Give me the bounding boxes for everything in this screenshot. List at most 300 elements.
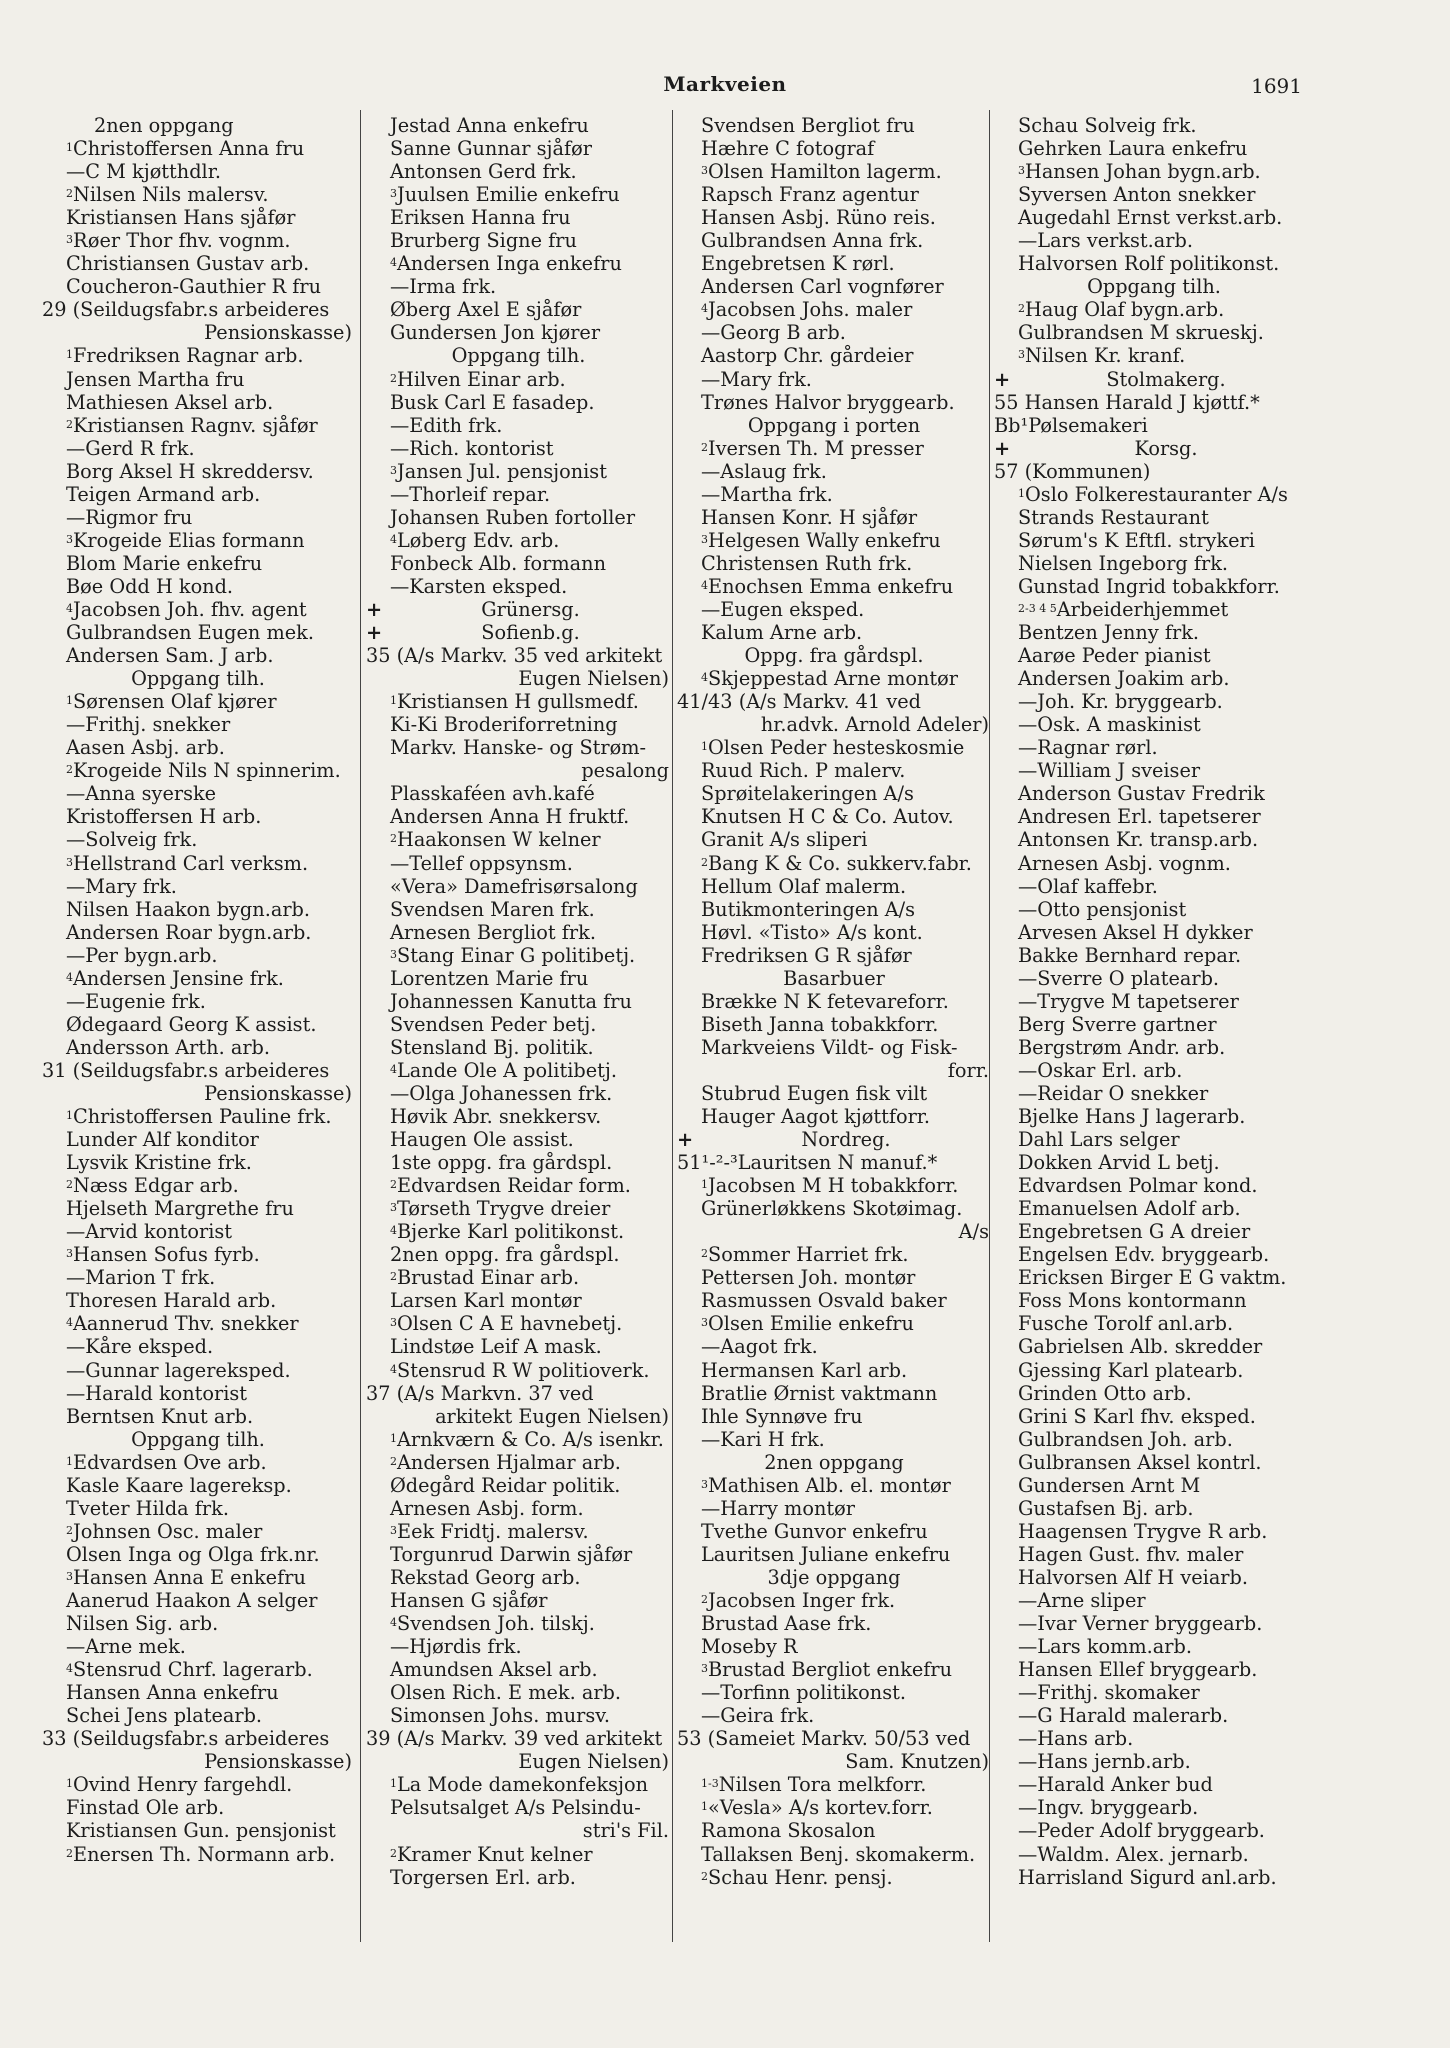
entry-text: Edvardsen Polmar kond. — [1018, 1174, 1258, 1198]
entry-text: Markveiens Vildt- og Fisk- — [701, 1035, 958, 1059]
entry-text: Kalum Arne arb. — [701, 621, 863, 645]
directory-entry — [994, 1220, 1314, 1243]
entry-text: Bakke Bernhard repar. — [1018, 943, 1242, 967]
directory-entry — [42, 1819, 354, 1842]
directory-entry — [366, 321, 671, 344]
entry-text: Fredriksen Ragnar arb. — [73, 344, 304, 368]
directory-entry — [42, 1750, 354, 1773]
entry-text: Grünerløkkens Skotøimag. — [701, 1197, 963, 1221]
directory-entry — [366, 229, 671, 252]
entry-text: Emanuelsen Adolf arb. — [1018, 1197, 1241, 1221]
directory-entry — [677, 483, 991, 506]
directory-entry — [994, 667, 1314, 690]
floor-marker: 2 — [66, 1846, 73, 1860]
entry-text: Bjelke Hans J lagerarb. — [1018, 1105, 1246, 1129]
entry-text: Hellstrand Carl verksm. — [73, 851, 309, 875]
entry-text: Simonsen Johs. mursv. — [390, 1704, 610, 1728]
cross-street — [366, 621, 671, 644]
directory-entry — [42, 1335, 354, 1358]
directory-entry — [677, 805, 991, 828]
entry-text: Olsen Inga og Olga frk.nr. — [66, 1542, 320, 1566]
page-number: 1691 — [1251, 74, 1302, 98]
directory-entry — [366, 1059, 671, 1082]
directory-entry — [366, 1497, 671, 1520]
directory-entry — [366, 1589, 671, 1612]
entry-text: —Rigmor fru — [66, 505, 193, 529]
directory-entry — [42, 206, 354, 229]
column-rule — [360, 110, 361, 1942]
entry-text: Gulbrandsen M skrueskj. — [1018, 321, 1264, 345]
entry-text: Arnesen Bergliot frk. — [390, 920, 596, 944]
floor-marker: 4 — [390, 1616, 397, 1630]
address-heading — [42, 298, 354, 321]
directory-entry — [994, 898, 1314, 921]
directory-entry — [42, 114, 354, 137]
entry-text: Øberg Axel E sjåfør — [390, 298, 582, 322]
entry-text: forr. — [947, 1058, 989, 1082]
entry-text: Eugen Nielsen) — [518, 667, 669, 691]
floor-marker: 4 — [66, 1662, 73, 1676]
entry-text: Oppgang tilh. — [131, 667, 265, 691]
entry-text: Bang K & Co. sukkerv.fabr. — [708, 851, 972, 875]
directory-entry — [994, 1566, 1314, 1589]
directory-entry — [994, 298, 1314, 321]
directory-entry — [677, 1681, 991, 1704]
entry-text: Hermansen Karl arb. — [701, 1358, 908, 1382]
directory-entry — [366, 852, 671, 875]
directory-entry — [677, 252, 991, 275]
directory-entry — [677, 1704, 991, 1727]
directory-entry — [366, 1174, 671, 1197]
entry-text: Nielsen Ingeborg frk. — [1018, 551, 1229, 575]
directory-entry — [42, 1658, 354, 1681]
entry-text: Gunstad Ingrid tobakkforr. — [1018, 574, 1280, 598]
entry-text: Foss Mons kontormann — [1018, 1289, 1247, 1313]
entry-text: —Hans jernb.arb. — [1018, 1750, 1191, 1774]
entry-text: Arnkværn & Co. A/s isenkr. — [397, 1427, 664, 1451]
entry-text: —Aagot frk. — [701, 1335, 818, 1359]
floor-marker: 4 — [390, 256, 397, 270]
address-heading — [677, 690, 991, 713]
directory-entry — [366, 137, 671, 160]
entry-text: —Kari H frk. — [701, 1427, 825, 1451]
entry-text: Pensionskasse) — [204, 321, 352, 345]
directory-entry — [366, 944, 671, 967]
entry-text: —Olaf kaffebr. — [1018, 874, 1158, 898]
directory-entry — [366, 1151, 671, 1174]
directory-entry — [994, 1612, 1314, 1635]
directory-entry — [42, 275, 354, 298]
directory-entry — [677, 1013, 991, 1036]
entry-text: Granit A/s sliperi — [701, 828, 868, 852]
column-rule — [672, 110, 673, 1942]
cross-icon: + — [366, 621, 383, 645]
entry-text: Dahl Lars selger — [1018, 1128, 1180, 1152]
cross-street-name: Sofienb.g. — [481, 621, 580, 645]
directory-entry — [677, 875, 991, 898]
entry-text: «Vera» Damefrisørsalong — [390, 874, 638, 898]
entry-text: Berntsen Knut arb. — [66, 1404, 254, 1428]
entry-text: —Harry montør — [701, 1496, 855, 1520]
entry-text: —William J sveiser — [1018, 759, 1201, 783]
floor-marker: 1 — [701, 740, 708, 754]
directory-entry — [994, 1128, 1314, 1151]
directory-entry — [994, 1174, 1314, 1197]
entry-text: —Hans arb. — [1018, 1727, 1134, 1751]
floor-marker: 3 — [390, 947, 397, 961]
entry-text: Jacobsen M H tobakkforr. — [708, 1174, 959, 1198]
cross-street — [994, 437, 1314, 460]
entry-text: Oslo Folkerestauranter A/s — [1025, 482, 1288, 506]
entry-text: Johannessen Kanutta fru — [390, 989, 632, 1013]
directory-entry — [677, 1819, 991, 1842]
directory-entry — [994, 644, 1314, 667]
entry-text: Hellum Olaf malerm. — [701, 874, 907, 898]
directory-entry — [366, 114, 671, 137]
directory-entry — [42, 944, 354, 967]
directory-entry — [677, 782, 991, 805]
entry-text: —Gunnar lagereksped. — [66, 1358, 291, 1382]
entry-text: —Frithj. skomaker — [1018, 1681, 1200, 1705]
entry-text: Andersen Sam. J arb. — [66, 644, 274, 668]
entry-text: arkitekt Eugen Nielsen) — [435, 1404, 669, 1428]
directory-entry — [677, 667, 991, 690]
directory-entry — [366, 667, 671, 690]
entry-text: Nilsen Nils malersv. — [73, 183, 269, 207]
entry-text: Andersen Anna H fruktf. — [390, 805, 630, 829]
entry-text: Gabrielsen Alb. skredder — [1018, 1335, 1263, 1359]
directory-entry — [994, 852, 1314, 875]
entry-text: Andersson Arth. arb. — [66, 1035, 271, 1059]
directory-entry — [42, 183, 354, 206]
directory-entry — [677, 1773, 991, 1796]
floor-marker: 2 — [701, 1593, 708, 1606]
directory-entry — [366, 1681, 671, 1704]
directory-entry — [677, 298, 991, 321]
entry-text: Hjelseth Margrethe fru — [66, 1197, 294, 1221]
directory-entry — [677, 1405, 991, 1428]
entry-text: Hilven Einar arb. — [397, 367, 566, 391]
directory-entry — [677, 1635, 991, 1658]
entry-text: Anderson Gustav Fredrik — [1018, 782, 1265, 806]
entry-text: —G Harald malerarb. — [1018, 1704, 1229, 1728]
directory-entry — [994, 506, 1314, 529]
entry-text: Basarbuer — [783, 966, 885, 990]
entry-text: Fonbeck Alb. formann — [390, 551, 606, 575]
directory-entry — [994, 598, 1314, 621]
entry-text: Teigen Armand arb. — [66, 482, 261, 506]
entry-text: —Lars komm.arb. — [1018, 1635, 1192, 1659]
directory-entry — [42, 575, 354, 598]
directory-entry — [42, 1151, 354, 1174]
entry-text: —Rich. kontorist — [390, 436, 554, 460]
entry-text: Busk Carl E fasadep. — [390, 390, 595, 414]
entry-text: Ruud Rich. P malerv. — [701, 759, 906, 783]
entry-text: Brurberg Signe fru — [390, 229, 577, 253]
directory-entry — [677, 1174, 991, 1197]
entry-text: Thoresen Harald arb. — [66, 1289, 277, 1313]
entry-text: Oppgang tilh. — [131, 1427, 265, 1451]
entry-text: Torgersen Erl. arb. — [390, 1865, 576, 1889]
address-heading — [994, 391, 1314, 414]
entry-text: Kristiansen H gullsmedf. — [397, 690, 639, 714]
entry-text: Høvl. «Tisto» A/s kont. — [701, 920, 923, 944]
entry-text: 57 (Kommunen) — [994, 459, 1151, 483]
floor-marker: 4 — [701, 671, 708, 685]
entry-text: —Karsten eksped. — [390, 574, 568, 598]
entry-text: Trønes Halvor bryggearb. — [701, 390, 955, 414]
directory-entry — [366, 414, 671, 437]
directory-entry — [366, 1335, 671, 1358]
directory-entry — [366, 1612, 671, 1635]
entry-text: Aanerud Haakon A selger — [66, 1589, 318, 1612]
floor-marker: 2 — [66, 763, 73, 777]
entrance-heading — [677, 1451, 991, 1474]
directory-entry — [994, 990, 1314, 1013]
directory-entry — [994, 1681, 1314, 1704]
directory-entry — [366, 1197, 671, 1220]
directory-entry — [366, 437, 671, 460]
directory-entry — [994, 1059, 1314, 1082]
directory-entry — [366, 1866, 671, 1889]
entry-text: Gulbrandsen Joh. arb. — [1018, 1427, 1233, 1451]
entry-text: Hæhre C fotograf — [701, 137, 875, 161]
floor-marker: 2 — [390, 1178, 397, 1192]
directory-entry — [677, 1658, 991, 1681]
entry-text: 39 (A/s Markv. 39 ved arkitekt — [366, 1727, 663, 1751]
entry-text: —Martha frk. — [701, 482, 833, 506]
directory-entry — [42, 713, 354, 736]
directory-entry — [42, 1405, 354, 1428]
directory-entry — [366, 1220, 671, 1243]
entry-text: Mathisen Alb. el. montør — [708, 1473, 951, 1497]
entry-text: «Vesla» A/s kortev.forr. — [708, 1796, 933, 1820]
entry-text: Sommer Harriet frk. — [708, 1243, 909, 1267]
directory-entry — [994, 1105, 1314, 1128]
entry-text: Bøe Odd H kond. — [66, 574, 234, 598]
directory-entry — [366, 252, 671, 275]
directory-entry — [677, 368, 991, 391]
cross-street — [994, 368, 1314, 391]
directory-entry — [677, 1474, 991, 1497]
directory-entry — [366, 1750, 671, 1773]
entry-text: Ødegaard Georg K assist. — [66, 1012, 317, 1036]
directory-entry — [366, 967, 671, 990]
directory-entry — [42, 1220, 354, 1243]
directory-entry — [42, 990, 354, 1013]
entry-text: Kristoffersen H arb. — [66, 805, 262, 829]
directory-entry — [677, 1243, 991, 1266]
entry-text: Sam. Knutzen) — [845, 1750, 989, 1774]
directory-entry — [42, 1520, 354, 1543]
entry-text: Olsen Rich. E mek. arb. — [390, 1681, 622, 1705]
directory-entry — [677, 529, 991, 552]
entry-text: —Anna syerske — [66, 782, 217, 806]
entry-text: 2nen oppg. fra gårdspl. — [390, 1243, 620, 1267]
floor-marker: 2 — [701, 1247, 708, 1261]
entry-text: Johnsen Osc. maler — [73, 1519, 263, 1543]
directory-entry — [366, 990, 671, 1013]
entry-text: Juulsen Emilie enkefru — [397, 183, 620, 207]
entry-text: Hansen Anna enkefru — [66, 1681, 279, 1705]
directory-entry — [677, 713, 991, 736]
entry-text: Stensrud Chrf. lagerarb. — [73, 1658, 313, 1682]
cross-street-name: Nordreg. — [801, 1128, 891, 1152]
entry-text: Hagen Gust. fhv. maler — [1018, 1542, 1244, 1566]
directory-entry — [677, 1543, 991, 1566]
entry-text: Ovind Henry fargehdl. — [73, 1773, 293, 1797]
directory-entry — [677, 1796, 991, 1819]
directory-entry — [42, 1704, 354, 1727]
directory-entry — [677, 1266, 991, 1289]
directory-entry — [677, 1335, 991, 1358]
directory-entry — [366, 1635, 671, 1658]
directory-entry — [366, 713, 671, 736]
entry-text: —Waldm. Alex. jernarb. — [1018, 1842, 1249, 1866]
directory-entry — [366, 206, 671, 229]
floor-marker: 1 — [66, 141, 73, 155]
directory-entry — [994, 828, 1314, 851]
entry-text: —Ingv. bryggearb. — [1018, 1796, 1199, 1820]
entry-text: —Eugen eksped. — [701, 597, 865, 621]
entry-text: Jansen Jul. pensjonist — [397, 459, 607, 483]
directory-entry — [366, 828, 671, 851]
entry-text: Oppgang tilh. — [451, 344, 586, 368]
entry-text: —Marion T frk. — [66, 1266, 216, 1290]
floor-marker: 1 — [701, 1800, 708, 1814]
entry-text: Pelsutsalget A/s Pelsindu- — [390, 1796, 641, 1820]
directory-entry — [677, 759, 991, 782]
entry-text: Schau Solveig frk. — [1018, 114, 1197, 137]
directory-entry — [42, 229, 354, 252]
directory-entry — [677, 1866, 991, 1889]
entry-text: 35 (A/s Markv. 35 ved arkitekt — [366, 644, 663, 668]
entry-text: 37 (A/s Markvn. 37 ved — [366, 1381, 594, 1405]
cross-street-name: Stolmakerg. — [1106, 367, 1226, 391]
address-heading — [42, 1059, 354, 1082]
directory-entry — [366, 1520, 671, 1543]
directory-entry — [994, 1243, 1314, 1266]
directory-entry — [994, 1589, 1314, 1612]
entry-text: —Eugenie frk. — [66, 989, 206, 1013]
entry-text: Andersen Carl vognfører — [701, 275, 944, 299]
entry-text: Lunder Alf konditor — [66, 1128, 259, 1152]
floor-marker: 2 — [390, 832, 397, 846]
directory-entry — [42, 782, 354, 805]
entry-text: Christiansen Gustav arb. — [66, 252, 310, 276]
entry-text: Ramona Skosalon — [701, 1819, 876, 1843]
entry-text: Olsen Hamilton lagerm. — [708, 160, 942, 184]
directory-entry — [677, 114, 991, 137]
entry-text: Engebretsen G A dreier — [1018, 1220, 1251, 1244]
entry-text: —Peder Adolf bryggearb. — [1018, 1819, 1265, 1843]
entry-text: Hauger Aagot kjøttforr. — [701, 1105, 931, 1129]
entry-text: Andersen Inga enkefru — [397, 252, 622, 276]
directory-entry — [994, 1382, 1314, 1405]
directory-entry — [677, 898, 991, 921]
floor-marker: 3 — [66, 532, 73, 546]
directory-entry — [42, 344, 354, 367]
entry-text: Markv. Hanske- og Strøm- — [390, 736, 647, 760]
directory-entry — [994, 1405, 1314, 1428]
directory-entry — [677, 921, 991, 944]
entry-text: —Oskar Erl. arb. — [1018, 1058, 1183, 1082]
directory-entry — [994, 1289, 1314, 1312]
directory-entry — [677, 1220, 991, 1243]
entry-text: —Solveig frk. — [66, 828, 198, 852]
directory-entry — [366, 1036, 671, 1059]
directory-entry — [677, 621, 991, 644]
directory-entry — [42, 1497, 354, 1520]
directory-entry — [366, 483, 671, 506]
directory-entry — [366, 1359, 671, 1382]
entry-text: —Reidar O snekker — [1018, 1081, 1209, 1105]
directory-entry — [677, 321, 991, 344]
entry-text: Brustad Aase frk. — [701, 1612, 872, 1636]
directory-entry — [677, 990, 991, 1013]
entry-text: Ericksen Birger E G vaktm. — [1018, 1266, 1287, 1290]
floor-marker: 2 — [1018, 302, 1025, 316]
entry-text: Brustad Einar arb. — [397, 1266, 580, 1290]
entry-text: Borg Aksel H skreddersv. — [66, 459, 314, 483]
floor-marker: 2 — [390, 371, 397, 385]
floor-marker: 2 — [66, 187, 73, 201]
entry-text: Christensen Ruth frk. — [701, 551, 913, 575]
entry-text: Finstad Ole arb. — [66, 1796, 225, 1820]
entry-text: Berg Sverre gartner — [1018, 1012, 1217, 1036]
entry-text: Krogeide Elias formann — [73, 528, 305, 552]
floor-marker: 2 — [390, 1270, 397, 1284]
entry-text: Rapsch Franz agentur — [701, 183, 919, 207]
entry-text: Grinden Otto arb. — [1018, 1381, 1192, 1405]
directory-entry — [677, 1059, 991, 1082]
directory-entry — [994, 1197, 1314, 1220]
directory-entry — [994, 1151, 1314, 1174]
directory-entry — [994, 1082, 1314, 1105]
floor-marker: 3 — [701, 1662, 708, 1676]
entry-text: —Ragnar rørl. — [1018, 736, 1158, 760]
floor-marker: 3 — [1018, 348, 1025, 362]
directory-entry — [994, 944, 1314, 967]
directory-entry — [994, 1520, 1314, 1543]
directory-entry — [42, 1359, 354, 1382]
entry-text: Johansen Ruben fortoller — [390, 505, 636, 529]
entry-text: Halvorsen Rolf politikonst. — [1018, 252, 1280, 276]
entry-text: Fusche Torolf anl.arb. — [1018, 1312, 1234, 1336]
directory-entry — [994, 229, 1314, 252]
directory-entry — [42, 1843, 354, 1866]
directory-entry — [42, 552, 354, 575]
entry-text: Andersen Jensine frk. — [73, 966, 284, 990]
directory-entry — [42, 828, 354, 851]
directory-entry — [677, 1843, 991, 1866]
entry-text: Haagensen Trygve R arb. — [1018, 1519, 1268, 1543]
directory-entry — [994, 206, 1314, 229]
directory-entry — [994, 690, 1314, 713]
entry-text: Krogeide Nils N spinnerim. — [73, 759, 341, 783]
directory-entry — [42, 1382, 354, 1405]
directory-entry — [42, 437, 354, 460]
directory-entry — [42, 460, 354, 483]
entry-text: stri's Fil. — [582, 1819, 669, 1843]
floor-marker: 1 — [390, 694, 397, 708]
floor-marker: 1 — [66, 694, 73, 708]
entry-text: Bentzen Jenny frk. — [1018, 621, 1200, 645]
entry-text: Moseby R — [701, 1635, 798, 1659]
entry-text: Arnesen Asbj. form. — [390, 1496, 584, 1520]
directory-entry — [677, 1312, 991, 1335]
entry-text: Bergstrøm Andr. arb. — [1018, 1035, 1226, 1059]
